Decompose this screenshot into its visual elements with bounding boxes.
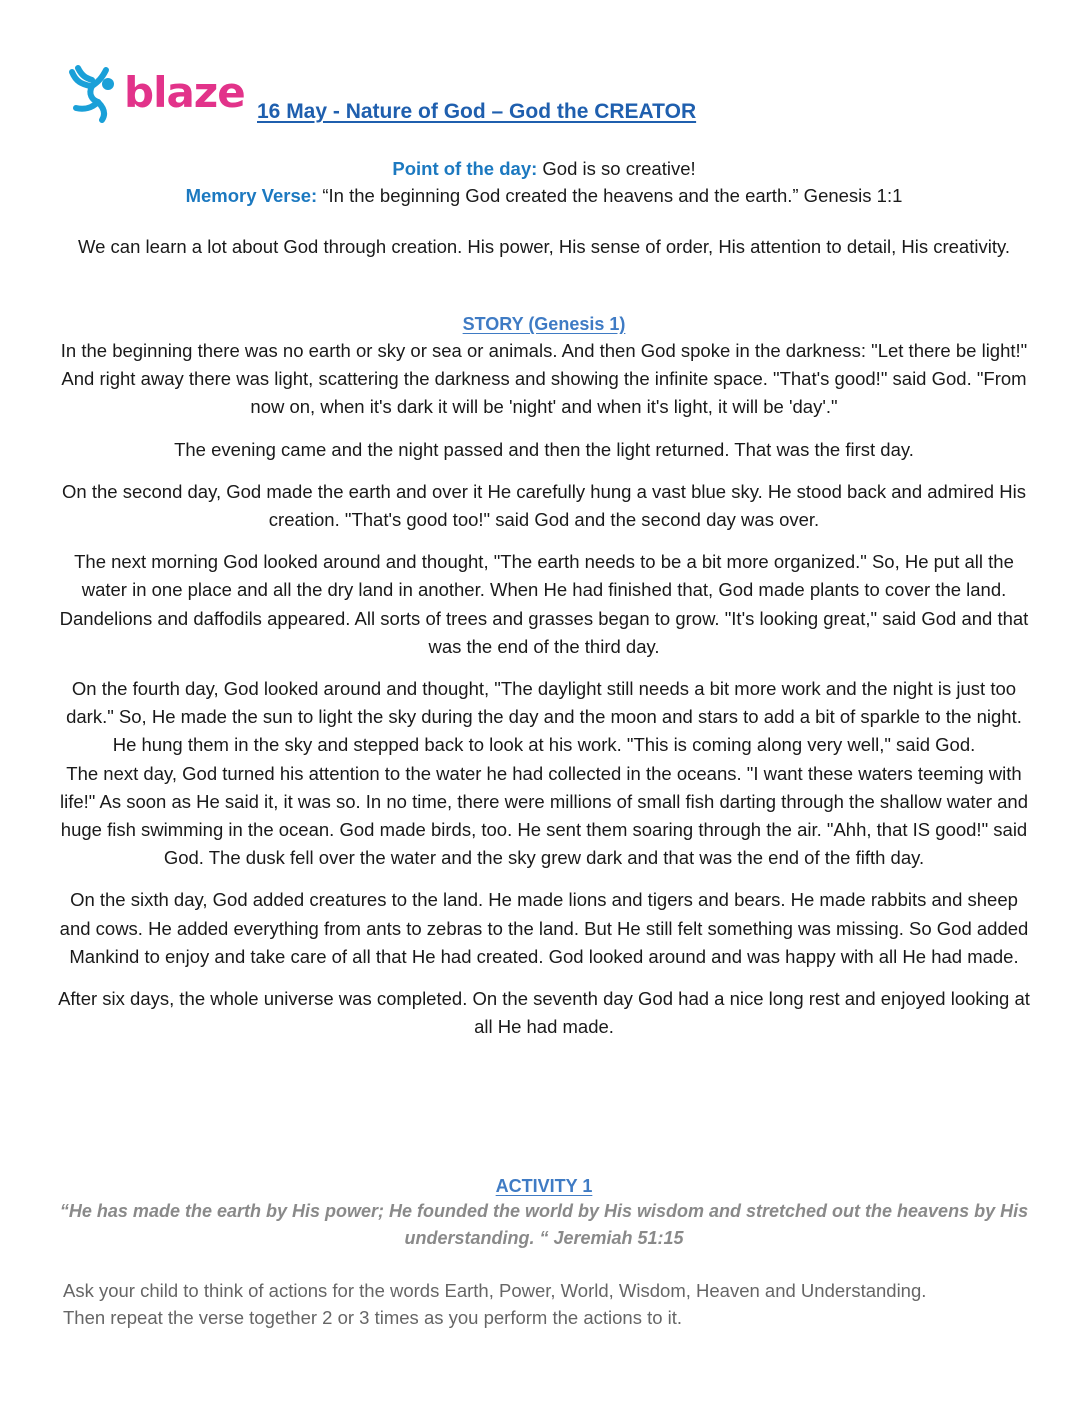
point-of-the-day-text: God is so creative! [542,158,696,179]
activity-instruction-2: Then repeat the verse together 2 or 3 times as you perform the actions to it. [63,1307,683,1328]
blaze-logo [62,62,262,124]
header [62,62,1042,128]
story-paragraph-1: In the beginning there was no earth or sky or sea or animals. And then God spoke in the darkness: "Let there be light!" And right away there was light, scattering the darkness and showing the infinite space. "That's good!" said God. "From now on, when it's dark it will be 'night' and when it's light, it will be 'day'." [60,340,1028,418]
activity-heading: ACTIVITY 1 [495,1176,593,1196]
intro-paragraph: We can learn a lot about God through creation. His power, His sense of order, His attention to detail, His creativity. [78,236,1010,257]
story-paragraph-5: On the fourth day, God looked around and thought, "The daylight still needs a bit more work and the night is just too dark." So, He made the sun to light the sky during the day and the moon and stars to add a bit of sparkle to the night. He hung them in the sky and stepped back to look at his work. "This is coming along very well," said God. [66,678,1022,756]
story-paragraph-4: The next morning God looked around and thought, "The earth needs to be a bit more organized." So, He put all the water in one place and all the dry land in another. When He had finished that, God made plants to cover the land. Dandelions and daffodils appeared. All sorts of trees and grasses began to grow. "It's looking great," said God and that was the end of the third day. [59,551,1029,657]
activity-instructions [63,1277,1043,1331]
story-paragraph-8: After six days, the whole universe was completed. On the seventh day God had a nice long rest and enjoyed looking at all He had made. [58,988,1030,1038]
story-paragraph-2: The evening came and the night passed and then the light returned. That was the first day. [174,438,914,460]
story-paragraph-6: The next day, God turned his attention to the water he had collected in the oceans. "I want these waters teeming with life!" As soon as He said it, it was so. In no time, there were millions of small fish darting through the shallow water and huge fish swimming in the ocean. God made birds, too. He sent them soaring through the air. "Ahh, that IS good!" said God. The dusk fell over the water and the sky grew dark and that was the end of the fifth day. [60,762,1028,869]
activity-instruction-1: Ask your child to think of actions for the words Earth, Power, World, Wisdom, Heaven and Understanding. [63,1280,927,1301]
point-of-the-day [55,155,1033,183]
memory-verse-label: Memory Verse: [185,185,318,206]
logo-wordmark: blaze [124,68,245,117]
blaze-figure-icon [62,64,126,124]
memory-verse-text: “In the beginning God created the heavens and the earth.” Genesis 1:1 [322,185,903,206]
memory-verse [55,182,1033,210]
page-title: 16 May - Nature of God – God the CREATOR [257,100,697,123]
story-paragraph-7: On the sixth day, God added creatures to the land. He made lions and tigers and bears. He made rabbits and sheep and cows. He added everything from ants to zebras to the land. But He still felt something was missing. So God added Mankind to enjoy and take care of all that He had created. God looked around and was happy with all He had made. [59,889,1029,967]
story-heading: STORY (Genesis 1) [462,314,626,334]
point-of-the-day-label: Point of the day: [392,158,538,179]
story-body [55,337,1033,1041]
activity-verse: “He has made the earth by His power; He founded the world by His wisdom and stretched out the heavens by His understanding. “ Jeremiah 51:15 [59,1201,1029,1248]
story-paragraph-3: On the second day, God made the earth and over it He carefully hung a vast blue sky. He stood back and admired His creation. "That's good too!" said God and the second day was over. [62,480,1026,531]
